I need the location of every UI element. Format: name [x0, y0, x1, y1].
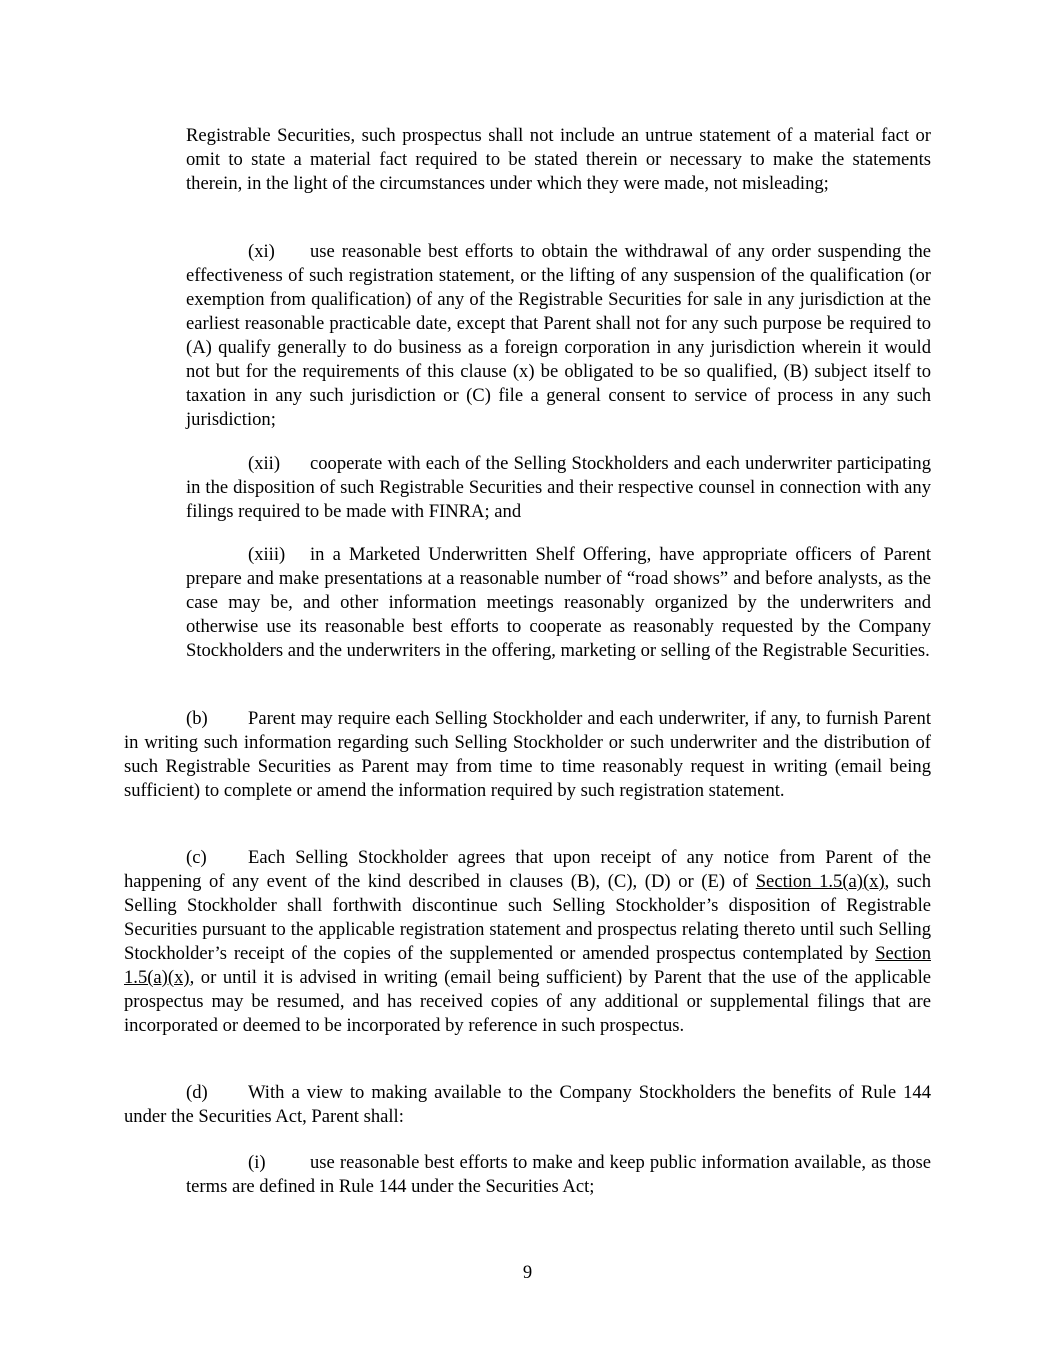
- paragraph-text: Registrable Securities, such prospectus shall not include an untrue statement of a material fact or omit to state a material fact required to be stated therein or necessary to make the statements therein, in the light of the circumstances under which they were made, not misleading;: [186, 125, 931, 194]
- clause-xi: [186, 240, 931, 432]
- section-text: Each Selling Stockholder agrees that upon receipt of any notice from Parent of the happening of any event of the kind described in clauses (B), (C), (D) or (E) of: [124, 847, 931, 892]
- section-d: [124, 1081, 931, 1129]
- clause-text: in a Marketed Underwritten Shelf Offering, have appropriate officers of Parent prepare and make presentations at a reasonable number of “road shows” and before analysts, as the case may be, and other information meetings reasonably organized by the underwriters and otherwise use its reasonable best efforts to cooperate as reasonably requested by the Company Stockholders and the underwriters in the offering, marketing or selling of the Registrable Securities.: [186, 544, 931, 661]
- section-reference: Section 1.5(a)(x): [755, 871, 885, 892]
- clause-text: use reasonable best efforts to make and keep public information available, as those terms are defined in Rule 144 under the Securities Act;: [186, 1152, 931, 1197]
- section-reference: Section 1.5(a)(x): [124, 943, 931, 988]
- clause-number: (i): [248, 1152, 266, 1173]
- section-text: Parent may require each Selling Stockholder and each underwriter, if any, to furnish Parent in writing such information regarding such Selling Stockholder or such underwriter and the distribution of such Registrable Securities as Parent may from time to time reasonably request in writing (email being sufficient) to complete or amend the information required by such registration statement.: [124, 708, 931, 801]
- section-text: , such Selling Stockholder shall forthwith discontinue such Selling Stockholder’s disposition of Registrable Securities pursuant to the applicable registration statement and prospectus relating thereto until such Selling Stockholder’s receipt of the copies of the supplemented or amended prospectus contemplated by: [124, 871, 931, 964]
- clause-text: use reasonable best efforts to obtain the withdrawal of any order suspending the effectiveness of such registration statement, or the lifting of any suspension of the qualification (or exemption from qualification) of any of the Registrable Securities for sale in any jurisdiction at the earliest reasonable practicable date, except that Parent shall not for any such purpose be required to (A) qualify generally to do business as a foreign corporation in any jurisdiction wherein it would not but for the requirements of this clause (x) be obligated to be so qualified, (B) subject itself to taxation in any such jurisdiction or (C) file a general consent to service of process in any such jurisdiction;: [186, 241, 931, 430]
- section-number: (b): [186, 708, 208, 729]
- section-c: [124, 846, 931, 1038]
- section-number: (c): [186, 847, 207, 868]
- clause-xiii: [186, 543, 931, 663]
- section-text: , or until it is advised in writing (email being sufficient) by Parent that the use of the applicable prospectus may be resumed, and has received copies of any additional or supplemental filings that are incorporated or deemed to be incorporated by reference in such prospectus.: [124, 967, 931, 1036]
- section-number: (d): [186, 1082, 208, 1103]
- clause-number: (xii): [248, 453, 281, 474]
- page-number: 9: [522, 1262, 533, 1283]
- clause-number: (xi): [248, 241, 275, 262]
- clause-text: cooperate with each of the Selling Stockholders and each underwriter participating in the disposition of such Registrable Securities and their respective counsel in connection with any filings required to be made with FINRA; and: [186, 453, 931, 522]
- section-text: With a view to making available to the Company Stockholders the benefits of Rule 144 under the Securities Act, Parent shall:: [124, 1082, 931, 1127]
- clause-xii: [186, 452, 931, 524]
- clause-i: [186, 1151, 931, 1199]
- clause-number: (xiii): [248, 544, 286, 565]
- paragraph-continuation: [186, 124, 931, 196]
- section-b: [124, 707, 931, 803]
